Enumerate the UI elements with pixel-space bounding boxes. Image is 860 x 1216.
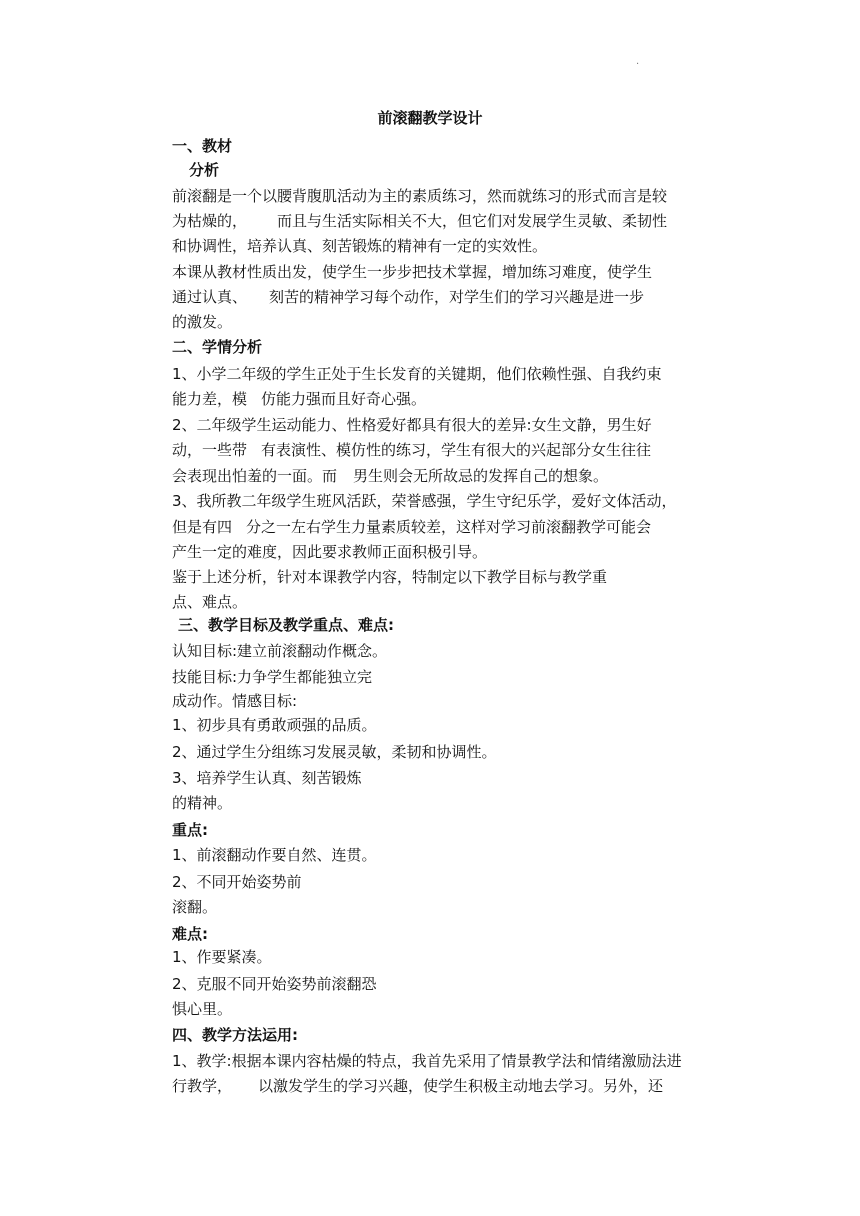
section-1-heading: 一、教材 — [172, 137, 233, 155]
section-2-item-1-line-2: 能力差，模 仿能力强而且好奇心强。 — [172, 390, 427, 408]
section-2-heading: 二、学情分析 — [172, 338, 263, 356]
section-4-heading: 四、教学方法运用: — [172, 1026, 298, 1044]
key-point-1: 1、前滚翻动作要自然、连贯。 — [172, 846, 377, 864]
affective-goal-3-line-1: 3、培养学生认真、刻苦锻炼 — [172, 769, 362, 787]
section-4-para-1-line-1: 1、教学:根据本课内容枯燥的特点，我首先采用了情景教学法和情绪激励法进 — [172, 1052, 682, 1070]
affective-goal-1: 1、初步具有勇敢顽强的品质。 — [172, 716, 377, 734]
skill-goal-line-1: 技能目标:力争学生都能独立完 — [172, 668, 373, 686]
section-4-para-1-line-2: 行教学， 以激发学生的学习兴趣，使学生积极主动地去学习。另外，还 — [172, 1077, 664, 1095]
section-1-para-1-line-3: 和协调性，培养认真、刻苦锻炼的精神有一定的实效性。 — [172, 237, 548, 255]
section-2-item-3-line-3: 产生一定的难度，因此要求教师正面积极引导。 — [172, 543, 488, 561]
section-1-heading-cont: 分析 — [189, 161, 220, 179]
difficulty-2-line-1: 2、克服不同开始姿势前滚翻恐 — [172, 975, 377, 993]
section-3-heading: 三、教学目标及教学重点、难点: — [178, 616, 395, 634]
section-1-para-2-line-2: 通过认真、 刻苦的精神学习每个动作，对学生们的学习兴趣是进一步 — [172, 288, 645, 306]
section-2-summary-line-1: 鉴于上述分析，针对本课教学内容，特制定以下教学目标与教学重 — [172, 568, 608, 586]
cognitive-goal: 认知目标:建立前滚翻动作概念。 — [172, 642, 388, 660]
section-2-item-3-line-2: 但是有四 分之一左右学生力量素质较差，这样对学习前滚翻教学可能会 — [172, 518, 652, 536]
page-mark: . — [636, 56, 640, 67]
section-2-item-3-line-1: 3、我所教二年级学生班风活跃，荣誉感强，学生守纪乐学，爱好文体活动， — [172, 492, 677, 510]
document-title: 前滚翻教学设计 — [377, 109, 483, 127]
section-2-item-2-line-2: 动，一些带 有表演性、模仿性的练习，学生有很大的兴起部分女生往往 — [172, 441, 652, 459]
section-1-para-2-line-3: 的激发。 — [172, 313, 233, 331]
section-1-para-1-line-1: 前滚翻是一个以腰背腹肌活动为主的素质练习，然而就练习的形式而言是较 — [172, 187, 668, 205]
key-point-2-line-1: 2、不同开始姿势前 — [172, 873, 302, 891]
skill-goal-line-2: 成动作。情感目标: — [172, 692, 298, 710]
affective-goal-2: 2、通过学生分组练习发展灵敏，柔韧和协调性。 — [172, 743, 497, 761]
section-1-para-2-line-1: 本课从教材性质出发，使学生一步步把技术掌握，增加练习难度，使学生 — [172, 263, 653, 281]
section-1-para-1-line-2: 为枯燥的， 而且与生活实际相关不大，但它们对发展学生灵敏、柔韧性 — [172, 212, 668, 230]
difficulty-heading: 难点: — [172, 925, 208, 943]
difficulty-2-line-2: 惧心里。 — [172, 1000, 233, 1018]
affective-goal-3-line-2: 的精神。 — [172, 794, 233, 812]
section-2-item-1-line-1: 1、小学二年级的学生正处于生长发育的关键期，他们依赖性强、自我约束 — [172, 365, 662, 383]
section-2-item-2-line-1: 2、二年级学生运动能力、性格爱好都具有很大的差异:女生文静，男生好 — [172, 416, 652, 434]
section-2-summary-line-2: 点、难点。 — [172, 593, 248, 611]
difficulty-1: 1、作要紧凑。 — [172, 948, 272, 966]
key-point-2-line-2: 滚翻。 — [172, 898, 218, 916]
section-2-item-2-line-3: 会表现出怕羞的一面。而 男生则会无所故忌的发挥自己的想象。 — [172, 467, 609, 485]
key-points-heading: 重点: — [172, 821, 208, 839]
